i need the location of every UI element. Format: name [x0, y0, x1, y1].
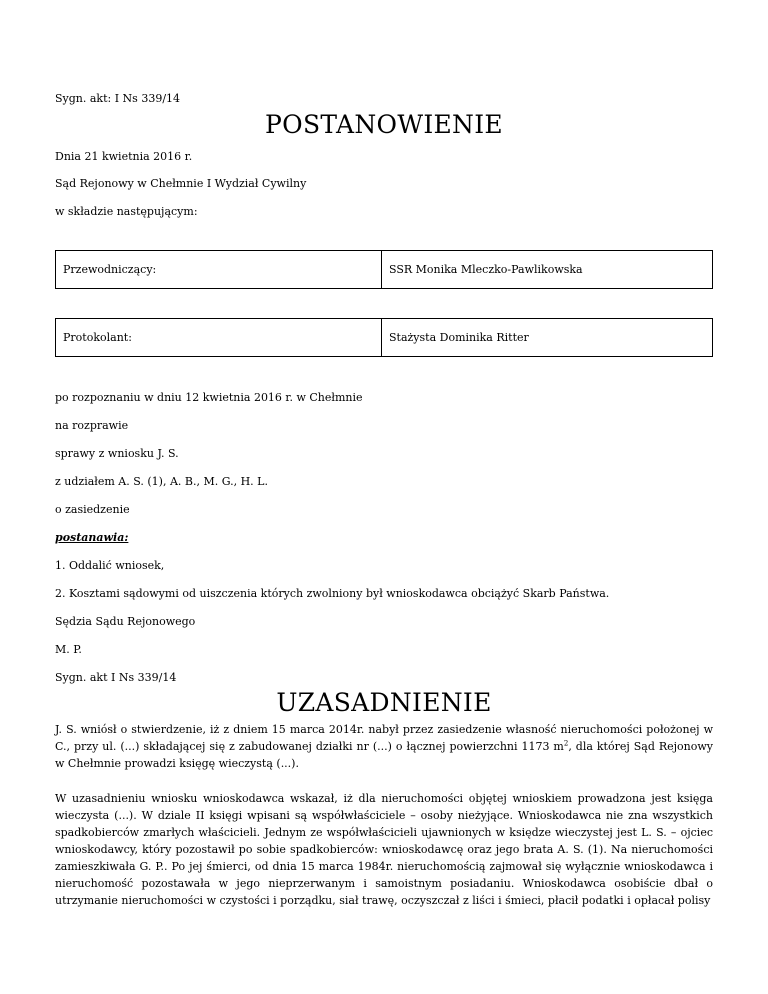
ruling-item-2: 2. Kosztami sądowymi od uiszczenia których zwolniony był wnioskodawca obciążyć Skarb Państwa. — [55, 587, 610, 600]
judge-initials: M. P. — [55, 643, 82, 656]
case-number-2: Sygn. akt I Ns 339/14 — [55, 671, 177, 684]
panel-row-clerk — [55, 318, 713, 357]
decides-heading: postanawia: — [55, 531, 129, 544]
justification-title: UZASADNIENIE — [276, 688, 492, 717]
court-name: Sąd Rejonowy w Chełmnie I Wydział Cywilny — [55, 177, 307, 190]
hearing-date-line: po rozpoznaniu w dniu 12 kwietnia 2016 r. w Chełmnie — [55, 391, 363, 404]
decision-date: Dnia 21 kwietnia 2016 r. — [55, 150, 193, 163]
panel-role: Protokolant: — [56, 319, 382, 356]
subject-line: o zasiedzenie — [55, 503, 130, 516]
participants-line: z udziałem A. S. (1), A. B., M. G., H. L. — [55, 475, 268, 488]
document-title: POSTANOWIENIE — [265, 110, 503, 139]
composition-label: w składzie następującym: — [55, 205, 198, 218]
case-number: Sygn. akt: I Ns 339/14 — [55, 92, 181, 105]
panel-role: Przewodniczący: — [56, 251, 382, 288]
justification-paragraph-1: J. S. wniósł o stwierdzenie, iż z dniem 15 marca 2014r. nabył przez zasiedzenie własność nieruchomości położonej w C., przy ul. (...) składającej się z zabudowanej działki nr (...) o łącznej powierzchni 1173 $m^2$, dla której Sąd Rejonowy w Chełmnie prowadzi księgę wieczystą (...). — [55, 723, 714, 770]
panel-row-chair — [55, 250, 713, 289]
case-line: sprawy z wniosku J. S. — [55, 447, 179, 460]
superscript: 2 — [563, 739, 569, 748]
hearing-type: na rozprawie — [55, 419, 129, 432]
panel-name: Stażysta Dominika Ritter — [389, 331, 529, 344]
justification-paragraph-2: W uzasadnieniu wniosku wnioskodawca wskazał, iż dla nieruchomości objętej wnioskiem prowadzona jest księga wieczysta (...). W dziale II księgi wpisani są współwłaściciele – osoby nieżyjące. Wnioskodawca nie zna wszystkich spadkobierców zmarłych właścicieli. Jednym ze współwłaścicieli ujawnionych w księdze wieczystej jest L. S. – ojciec wnioskodawcy, który pozostawił po sobie spadkobierców: wnioskodawcę oraz jego brata A. S. (1). Na nieruchomości zamieszkiwała G. P.. Po jej śmierci, od dnia 15 marca 1984r. nieruchomością zajmował się wyłącznie wnioskodawca i nieruchomość pozostawała w jego nieprzerwanym i samoistnym posiadaniu. Wnioskodawca osobiście dbał o utrzymanie nieruchomości w czystości i porządku, siał trawę, oczyszczał z liści i śmieci, płacił podatki i opłacał polisy — [55, 792, 713, 907]
panel-name: SSR Monika Mleczko-Pawlikowska — [389, 263, 583, 276]
judge-title: Sędzia Sądu Rejonowego — [55, 615, 196, 628]
ruling-item-1: 1. Oddalić wniosek, — [55, 559, 165, 572]
